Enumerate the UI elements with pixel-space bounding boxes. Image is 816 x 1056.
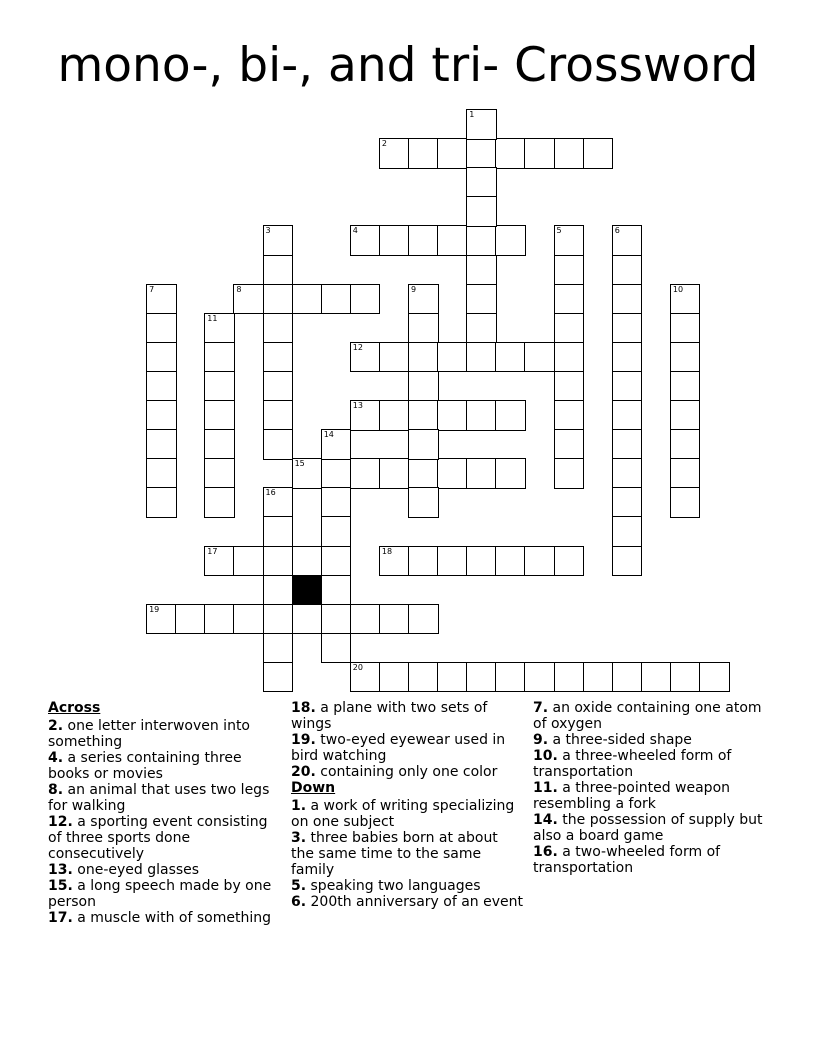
grid-cell[interactable] <box>321 604 352 635</box>
clue-number: 16 <box>265 488 276 498</box>
grid-cell[interactable] <box>379 400 410 431</box>
clue-down-11: 11. a three-pointed weapon resembling a fork <box>533 780 731 812</box>
grid-cell[interactable] <box>379 662 410 693</box>
grid-cell[interactable] <box>204 313 235 344</box>
grid-cell[interactable] <box>641 662 672 693</box>
grid-cell[interactable] <box>408 284 439 315</box>
clue-down-9: 9. a three-sided shape <box>533 732 692 748</box>
grid-cell[interactable] <box>524 138 555 169</box>
clue-number: 13 <box>352 401 363 410</box>
grid-cell[interactable] <box>263 342 294 373</box>
grid-cell[interactable] <box>466 196 497 227</box>
grid-cell[interactable] <box>321 516 352 547</box>
clue-across-20: 20. containing only one color <box>291 764 498 780</box>
grid-cell[interactable] <box>554 371 585 402</box>
grid-cell[interactable] <box>466 167 497 198</box>
grid-cell[interactable] <box>263 255 294 286</box>
clue-down-3: 3. three babies born at about the same time to the same family <box>291 830 498 878</box>
grid-cell[interactable] <box>146 371 177 402</box>
grid-cell[interactable] <box>321 546 352 577</box>
clue-down-5: 5. speaking two languages <box>291 878 481 894</box>
grid-cell[interactable] <box>379 342 410 373</box>
grid-cell[interactable] <box>408 429 439 460</box>
grid-cell[interactable] <box>321 633 352 664</box>
grid-cell[interactable] <box>612 458 643 489</box>
grid-cell[interactable] <box>263 633 294 664</box>
clue-column-2 <box>291 700 523 910</box>
black-square <box>292 575 323 606</box>
clue-number: 4 <box>352 226 358 236</box>
clue-list <box>48 700 788 1000</box>
clue-number: 19 <box>149 604 160 614</box>
grid-cell[interactable] <box>204 371 235 402</box>
grid-cell[interactable] <box>204 487 235 518</box>
grid-cell[interactable] <box>146 604 177 635</box>
grid-cell[interactable] <box>263 604 294 635</box>
grid-cell[interactable] <box>699 662 730 693</box>
grid-cell[interactable] <box>670 371 701 402</box>
grid-cell[interactable] <box>408 604 439 635</box>
grid-cell[interactable] <box>554 255 585 286</box>
grid-cell[interactable] <box>408 400 439 431</box>
clue-number: 10 <box>672 284 684 294</box>
clue-across-19: 19. two-eyed eyewear used in bird watching <box>291 732 506 764</box>
clue-number: 8 <box>236 284 242 294</box>
grid-cell[interactable] <box>612 225 643 256</box>
grid-cell[interactable] <box>495 546 526 577</box>
grid-cell[interactable] <box>408 662 439 693</box>
clue-down-16: 16. a two-wheeled form of transportation <box>533 844 721 876</box>
grid-cell[interactable] <box>204 400 235 431</box>
grid-cell[interactable] <box>263 400 294 431</box>
grid-cell[interactable] <box>554 284 585 315</box>
grid-cell[interactable] <box>612 255 643 286</box>
grid-cell[interactable] <box>437 342 468 373</box>
grid-cell[interactable] <box>321 487 352 518</box>
clue-down-7: 7. an oxide containing one atom of oxygen <box>533 700 762 732</box>
grid-cell[interactable] <box>146 429 177 460</box>
grid-cell[interactable] <box>670 429 701 460</box>
grid-cell[interactable] <box>350 400 381 431</box>
grid-cell[interactable] <box>437 400 468 431</box>
grid-cell[interactable] <box>408 342 439 373</box>
grid-cell[interactable] <box>321 458 352 489</box>
grid-cell[interactable] <box>292 546 323 577</box>
grid-cell[interactable] <box>263 429 294 460</box>
grid-cell[interactable] <box>292 284 323 315</box>
clue-number: 3 <box>265 226 271 236</box>
grid-cell[interactable] <box>524 342 555 373</box>
clue-across-15: 15. a long speech made by one person <box>48 878 272 910</box>
grid-cell[interactable] <box>670 313 701 344</box>
grid-cell[interactable] <box>263 225 294 256</box>
grid-cell[interactable] <box>146 400 177 431</box>
grid-cell[interactable] <box>350 458 381 489</box>
page-title: mono-, bi-, and tri- Crossword <box>57 38 759 93</box>
grid-cell[interactable] <box>466 225 497 256</box>
clue-number: 14 <box>323 430 334 440</box>
grid-cell[interactable] <box>583 662 614 693</box>
grid-cell[interactable] <box>204 546 235 577</box>
grid-cell[interactable] <box>204 604 235 635</box>
grid-cell[interactable] <box>583 138 614 169</box>
grid-cell[interactable] <box>408 138 439 169</box>
grid-cell[interactable] <box>204 458 235 489</box>
grid-cell[interactable] <box>146 284 177 315</box>
grid-cell[interactable] <box>379 546 410 577</box>
grid-cell[interactable] <box>554 546 585 577</box>
clue-number: 12 <box>352 342 363 352</box>
grid-cell[interactable] <box>350 662 381 693</box>
clue-column-1 <box>48 700 280 926</box>
grid-cell[interactable] <box>204 429 235 460</box>
grid-cell[interactable] <box>554 225 585 256</box>
grid-cell[interactable] <box>408 313 439 344</box>
down-heading: Down <box>291 780 336 796</box>
clue-down-1: 1. a work of writing specializing on one subject <box>291 798 515 830</box>
grid-cell[interactable] <box>670 342 701 373</box>
clue-number: 20 <box>352 662 363 672</box>
grid-cell[interactable] <box>495 225 526 256</box>
grid-cell[interactable] <box>495 138 526 169</box>
clue-number: 1 <box>469 110 475 119</box>
grid-cell[interactable] <box>437 458 468 489</box>
grid-cell[interactable] <box>524 662 555 693</box>
clue-number: 9 <box>411 284 417 294</box>
grid-cell[interactable] <box>466 400 497 431</box>
clue-across-17: 17. a muscle with of something <box>48 910 271 926</box>
clue-across-12: 12. a sporting event consisting of three sports done consecutively <box>48 814 268 862</box>
across-heading: Across <box>48 700 101 716</box>
grid-cell[interactable] <box>524 546 555 577</box>
grid-cell[interactable] <box>379 225 410 256</box>
clue-across-2: 2. one letter interwoven into something <box>48 718 250 750</box>
grid-cell[interactable] <box>612 313 643 344</box>
grid-cell[interactable] <box>466 546 497 577</box>
grid-cell[interactable] <box>408 487 439 518</box>
grid-cell[interactable] <box>321 284 352 315</box>
grid-cell[interactable] <box>379 604 410 635</box>
grid-cell[interactable] <box>554 458 585 489</box>
grid-cell[interactable] <box>554 662 585 693</box>
grid-cell[interactable] <box>146 313 177 344</box>
clue-number: 18 <box>381 546 393 556</box>
clue-number: 11 <box>207 313 218 323</box>
clue-down-14: 14. the possession of supply but also a board game <box>533 812 763 844</box>
grid-cell[interactable] <box>466 662 497 693</box>
grid-cell[interactable] <box>495 342 526 373</box>
grid-cell[interactable] <box>408 225 439 256</box>
grid-cell[interactable] <box>612 546 643 577</box>
clue-number: 17 <box>207 546 218 556</box>
grid-cell[interactable] <box>350 284 381 315</box>
grid-cell[interactable] <box>263 313 294 344</box>
grid-cell[interactable] <box>670 487 701 518</box>
grid-cell[interactable] <box>263 371 294 402</box>
grid-cell[interactable] <box>292 604 323 635</box>
grid-cell[interactable] <box>263 487 294 518</box>
grid-cell[interactable] <box>554 400 585 431</box>
grid-cell[interactable] <box>263 516 294 547</box>
clue-down-10: 10. a three-wheeled form of transportation <box>533 748 732 780</box>
grid-cell[interactable] <box>350 342 381 373</box>
clue-across-13: 13. one-eyed glasses <box>48 862 200 878</box>
grid-cell[interactable] <box>263 284 294 315</box>
grid-cell[interactable] <box>408 546 439 577</box>
grid-cell[interactable] <box>233 604 264 635</box>
grid-cell[interactable] <box>175 604 206 635</box>
grid-cell[interactable] <box>554 342 585 373</box>
grid-cell[interactable] <box>233 284 264 315</box>
clue-number: 15 <box>294 459 305 469</box>
grid-cell[interactable] <box>612 342 643 373</box>
clue-number: 7 <box>149 284 155 294</box>
grid-cell[interactable] <box>670 284 701 315</box>
grid-cell[interactable] <box>233 546 264 577</box>
grid-cell[interactable] <box>146 342 177 373</box>
grid-cell[interactable] <box>466 138 497 169</box>
grid-cell[interactable] <box>408 371 439 402</box>
grid-cell[interactable] <box>466 284 497 315</box>
grid-cell[interactable] <box>554 429 585 460</box>
grid-cell[interactable] <box>146 487 177 518</box>
grid-cell[interactable] <box>612 400 643 431</box>
grid-cell[interactable] <box>612 516 643 547</box>
grid-cell[interactable] <box>612 371 643 402</box>
grid-cell[interactable] <box>466 313 497 344</box>
grid-cell[interactable] <box>670 662 701 693</box>
clue-across-4: 4. a series containing three books or movies <box>48 750 242 782</box>
clue-number: 6 <box>614 226 620 236</box>
grid-cell[interactable] <box>495 662 526 693</box>
grid-cell[interactable] <box>466 342 497 373</box>
grid-cell[interactable] <box>495 458 526 489</box>
grid-cell[interactable] <box>408 458 439 489</box>
grid-cell[interactable] <box>612 662 643 693</box>
grid-cell[interactable] <box>466 458 497 489</box>
clue-number: 2 <box>381 139 387 149</box>
grid-cell[interactable] <box>146 458 177 489</box>
grid-cell[interactable] <box>670 458 701 489</box>
grid-cell[interactable] <box>466 255 497 286</box>
grid-cell[interactable] <box>495 400 526 431</box>
grid-cell[interactable] <box>379 458 410 489</box>
grid-cell[interactable] <box>437 138 468 169</box>
grid-cell[interactable] <box>554 138 585 169</box>
clue-number: 5 <box>556 226 562 236</box>
grid-cell[interactable] <box>204 342 235 373</box>
grid-cell[interactable] <box>612 487 643 518</box>
grid-cell[interactable] <box>350 225 381 256</box>
grid-cell[interactable] <box>263 575 294 606</box>
clue-down-6: 6. 200th anniversary of an event <box>291 894 524 910</box>
clue-across-18: 18. a plane with two sets of wings <box>291 700 488 732</box>
grid-cell[interactable] <box>612 429 643 460</box>
grid-cell[interactable] <box>437 662 468 693</box>
clue-across-8: 8. an animal that uses two legs for walking <box>48 782 270 814</box>
grid-cell[interactable] <box>670 400 701 431</box>
grid-cell[interactable] <box>554 313 585 344</box>
grid-cell[interactable] <box>350 604 381 635</box>
grid-cell[interactable] <box>437 225 468 256</box>
grid-cell[interactable] <box>263 662 294 693</box>
grid-cell[interactable] <box>263 546 294 577</box>
grid-cell[interactable] <box>437 546 468 577</box>
grid-cell[interactable] <box>612 284 643 315</box>
grid-cell[interactable] <box>321 575 352 606</box>
grid-cell[interactable] <box>466 109 497 140</box>
grid-cell[interactable] <box>292 458 323 489</box>
grid-cell[interactable] <box>379 138 410 169</box>
clue-column-3 <box>533 700 765 876</box>
grid-cell[interactable] <box>321 429 352 460</box>
